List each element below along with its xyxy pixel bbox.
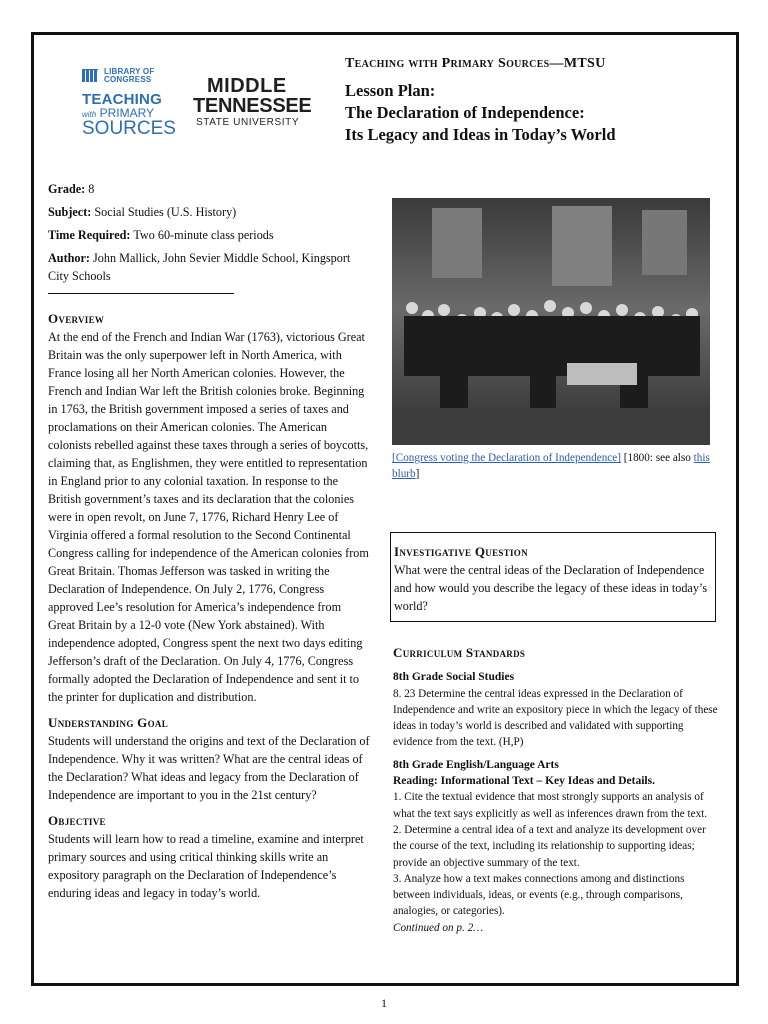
lesson-line3: Its Legacy and Ideas in Today’s World — [345, 125, 616, 144]
caption-end: ] — [415, 468, 420, 480]
overview-text: At the end of the French and Indian War (1763), victorious Great Britain was the only superpower left in North America, with France losing all her North American colonies. However, the French and Indian War left the British colonies broke. Beginning in 1763, the British government imposed a series of taxes and proclamations on their American colonies. The American colonists rebelled against these taxes through a series of boycotts, claiming that, as Englishmen, they were entitled to representation in England prior to any colonial taxation. In response to the British government’s taxes and its declaration that the colonies were in open revolt, on June 7, 1776, Richard Henry Lee of Virginia offered a formal resolution to the Second Continental Congress calling for independence of the American colonies from Great Britain. Thomas Jefferson was tasked in writing the Declaration of Independence. On July 2, 1776, Congress approved Lee’s resolution for America’s independence from Great Britain by a 12-0 vote (New York abstained). With independence adopted, Congress spent the next two days editing Jefferson’s draft of the Declaration. On July 4, 1776, Congress formally adopted the Declaration of Independence and sent it to the printer for duplication and distribution. — [48, 330, 369, 704]
subject-label: Subject: — [48, 205, 92, 219]
curriculum-standards-title: Curriculum Standards — [393, 645, 526, 660]
header-titles — [345, 56, 725, 146]
ela-subtitle: Reading: Informational Text – Key Ideas and Details. — [393, 775, 655, 788]
image-caption — [392, 450, 712, 482]
understanding-goal-title: Understanding Goal — [48, 715, 168, 730]
lesson-title — [345, 80, 725, 146]
image-title-link[interactable]: [Congress voting the Declaration of Independence] — [392, 452, 621, 464]
social-studies-title: 8th Grade Social Studies — [393, 671, 515, 684]
loc-name-line2: CONGRESS — [104, 75, 152, 84]
loc-tps-logo — [82, 67, 176, 139]
ela-title: 8th Grade English/Language Arts — [393, 758, 559, 771]
author-value: John Mallick, John Sevier Middle School, Kingsport City Schools — [48, 251, 351, 283]
investigative-question-title: Investigative Question — [394, 544, 528, 559]
lesson-line1: Lesson Plan: — [345, 81, 436, 100]
caption-date: [1800: see also — [620, 452, 694, 464]
tps-line1: TEACHING — [82, 91, 162, 108]
blurb-link[interactable]: this blurb — [392, 452, 710, 480]
mtsu-logo — [193, 75, 312, 130]
mtsu-line1: MIDDLE — [207, 75, 287, 97]
divider — [48, 293, 234, 294]
mtsu-line2: TENNESSEE — [193, 95, 312, 117]
tps-line3: SOURCES — [82, 118, 176, 139]
left-column — [48, 180, 370, 910]
tps-line2: PRIMARY — [99, 106, 155, 120]
time-label: Time Required: — [48, 228, 131, 242]
congress-engraving-image — [392, 198, 710, 445]
loc-name-line1: LIBRARY OF — [104, 67, 155, 76]
objective-title: Objective — [48, 813, 106, 828]
program-title: Teaching with Primary Sources—MTSU — [345, 56, 606, 71]
overview-title: Overview — [48, 311, 105, 326]
understanding-goal-text: Students will understand the origins and text of the Declaration of Independence. Why it was written? What are the central ideas of the Declaration? What ideas and legacy from the Declaration of Independence are important to you in the 21st century? — [48, 734, 370, 802]
grade-value: 8 — [88, 182, 95, 196]
curriculum-standards — [393, 645, 719, 936]
time-value: Two 60-minute class periods — [133, 228, 274, 242]
tps-with: with — [82, 110, 97, 119]
objective-text: Students will learn how to read a timeline, examine and interpret primary sources and using critical thinking skills write an expository paragraph on the Declaration of Independence’s enduring ideas and legacy in today’s world. — [48, 832, 364, 900]
continued-note: Continued on p. 2… — [393, 921, 484, 934]
author-label: Author: — [48, 251, 90, 265]
book-icon — [82, 69, 100, 83]
mtsu-line3: STATE UNIVERSITY — [196, 117, 300, 128]
ela-standard-2: 2. Determine a central idea of a text and analyze its development over the course of the text, including its relationship to supporting ideas; provide an objective summary of the text. — [393, 823, 706, 869]
ela-standard-3: 3. Analyze how a text makes connections among and distinctions between individuals, ideas, or events (e.g., through comparisons, analogies, or categories). — [393, 872, 685, 918]
lesson-meta — [48, 180, 370, 285]
investigative-question-box — [390, 532, 716, 622]
subject-value: Social Studies (U.S. History) — [94, 205, 237, 219]
ela-standard-1: 1. Cite the textual evidence that most strongly supports an analysis of what the text says explicitly as well as inferences drawn from the text. — [393, 791, 708, 820]
page-number: 1 — [381, 996, 387, 1010]
social-studies-text: 8. 23 Determine the central ideas expressed in the Declaration of Independence and write an expository piece in which the legacy of these ideas in today’s world is described and validated with supporting evidence from the text. (H,P) — [393, 687, 718, 749]
grade-label: Grade: — [48, 182, 86, 196]
lesson-line2: The Declaration of Independence: — [345, 103, 585, 122]
investigative-question-text: What were the central ideas of the Declaration of Independence and how would you describe the legacy of these ideas in today’s world? — [394, 563, 708, 613]
